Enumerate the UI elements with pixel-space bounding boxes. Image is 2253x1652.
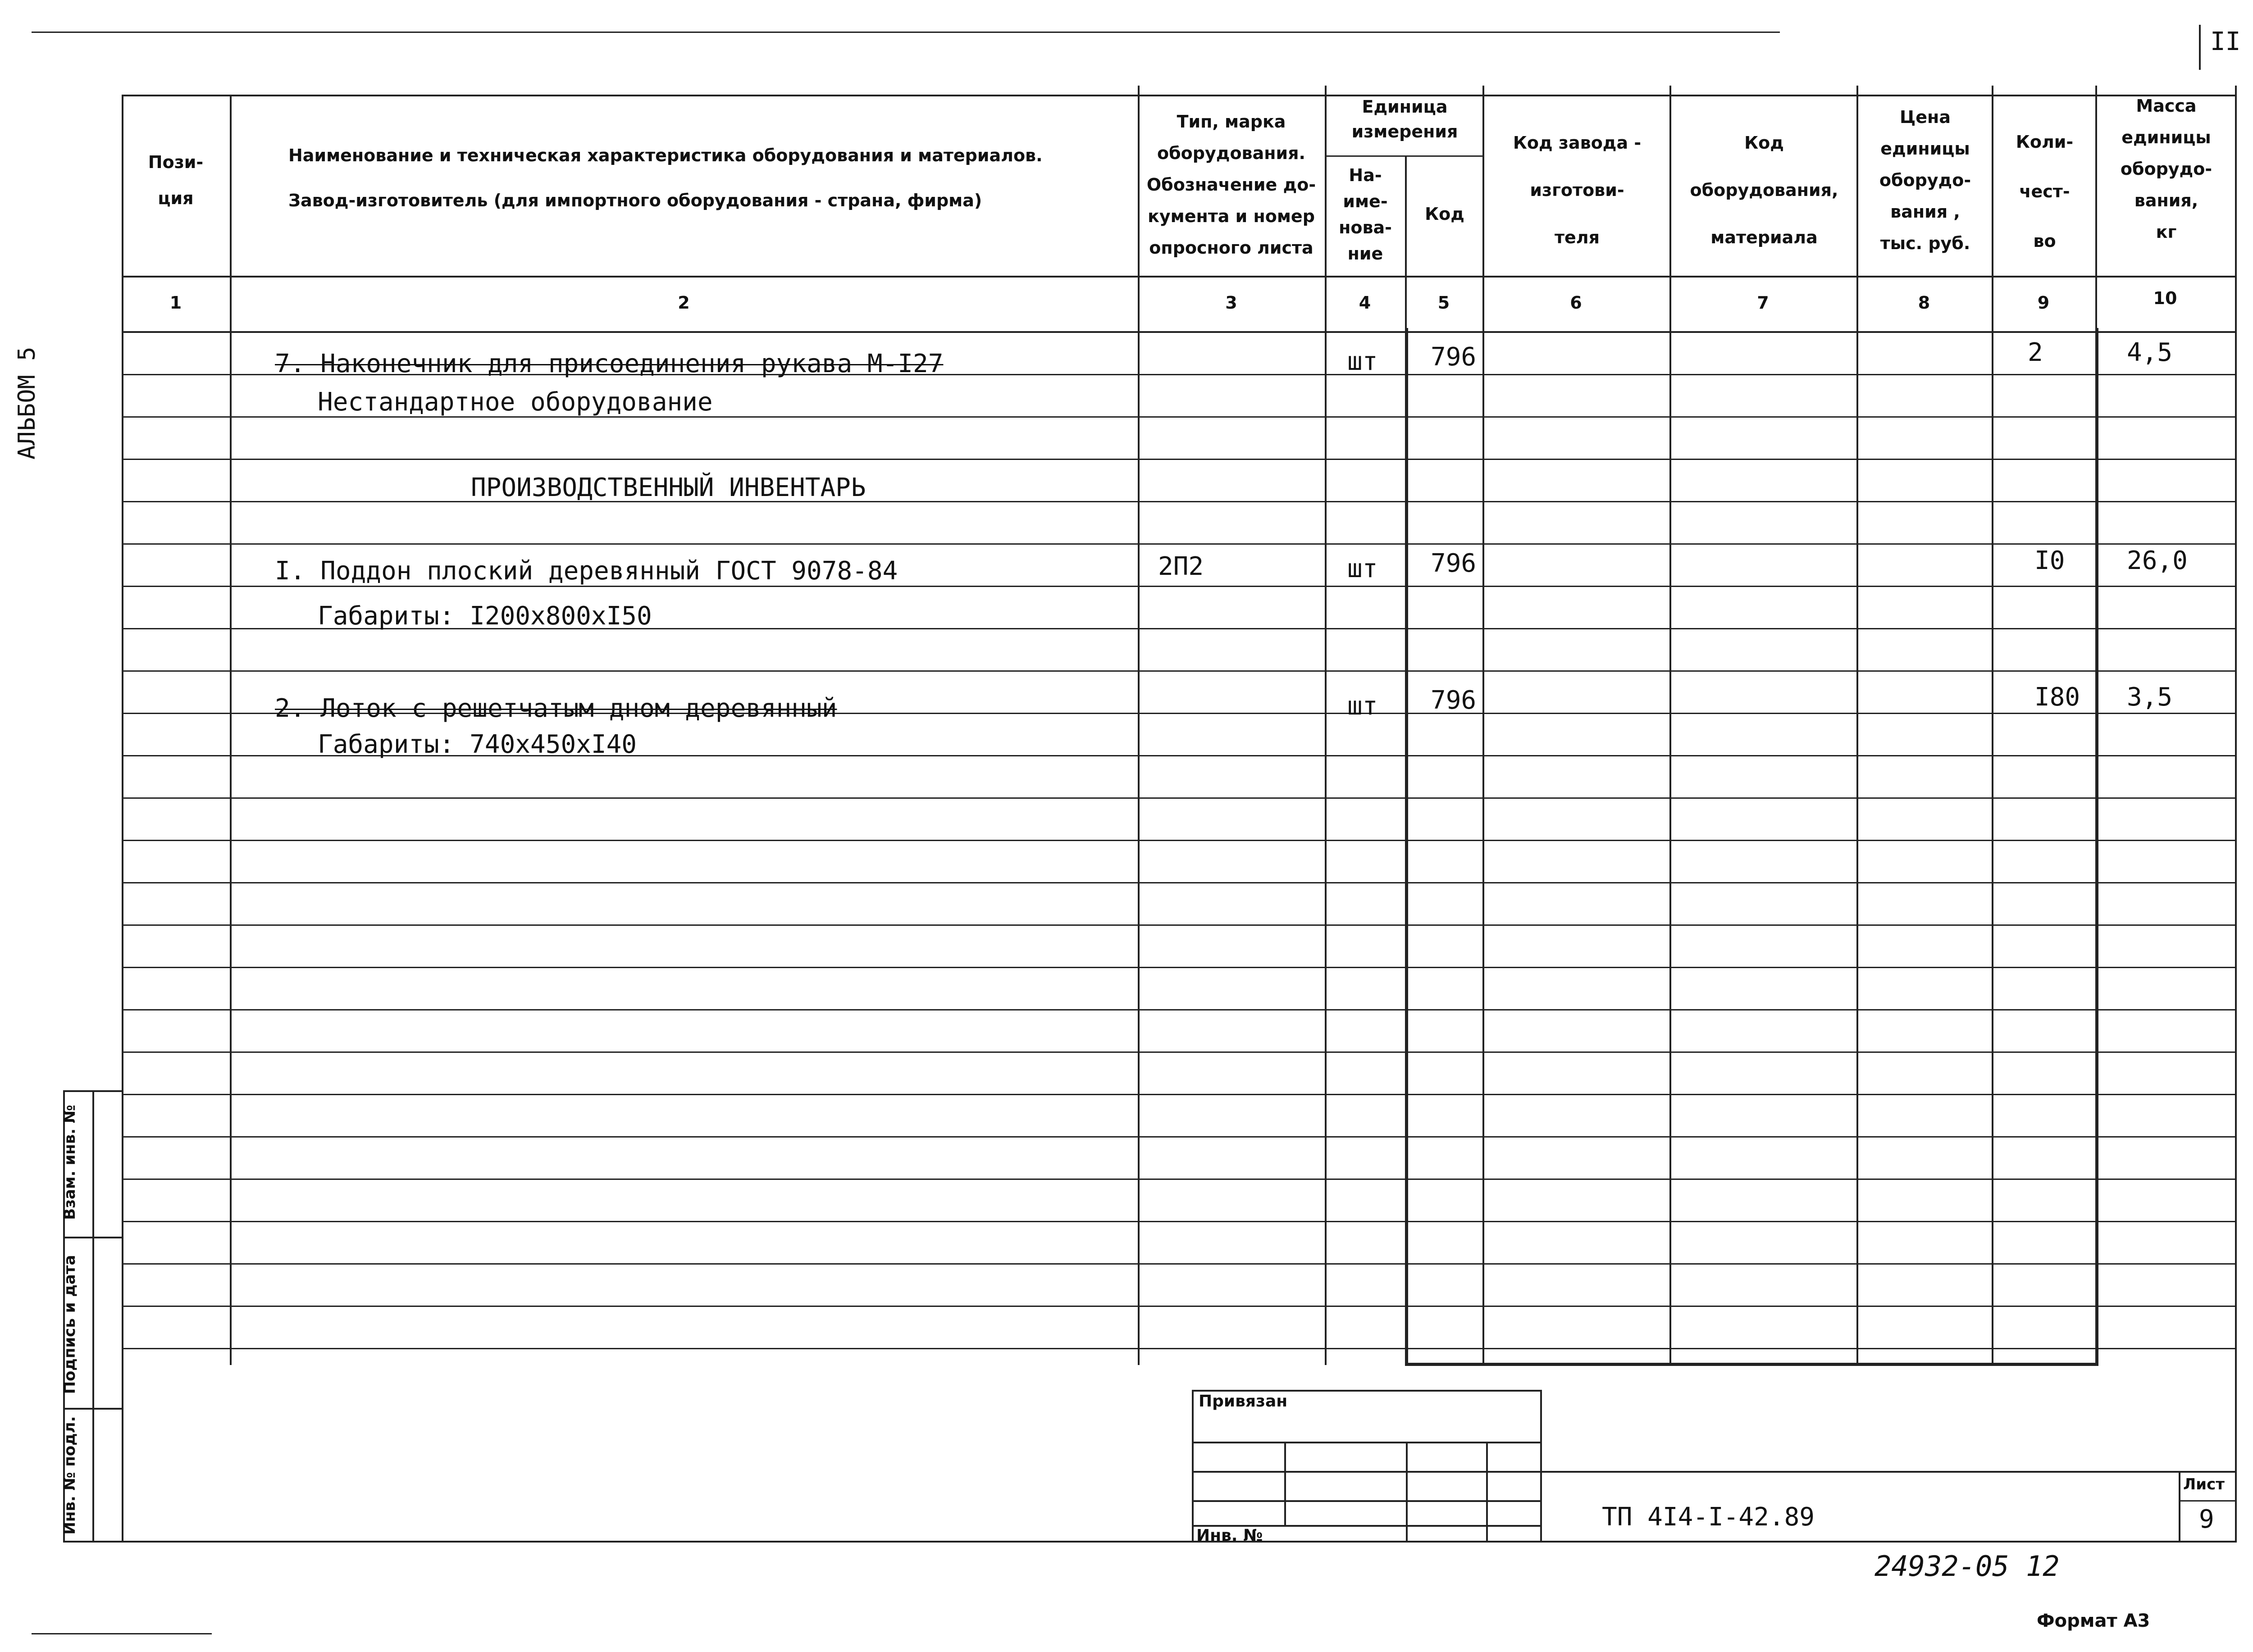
col-number-4: 4 (1359, 293, 1371, 313)
item-name: I. Поддон плоский деревянный ГОСТ 9078-84 (275, 556, 898, 586)
col-number-5: 5 (1437, 293, 1450, 313)
archive-number: 24932-05 12 (1874, 1550, 2060, 1583)
side-label-signature-date: Подпись и дата (61, 1255, 79, 1394)
side-label-replaced-inv: Взам. инв. № (61, 1105, 79, 1220)
document-code: ТП 4I4-I-42.89 (1602, 1502, 1815, 1532)
header-unit: Единица измерения (1351, 97, 1458, 141)
row-divider (122, 586, 2235, 587)
mass: 4,5 (2127, 338, 2173, 367)
inv-number-label: Инв. № (1196, 1526, 1263, 1545)
row-divider (122, 1306, 2235, 1307)
mass: 3,5 (2127, 683, 2173, 712)
album-label: АЛЬБОМ 5 (14, 346, 41, 460)
row-divider (122, 501, 2235, 502)
row-divider (122, 1051, 2235, 1053)
row-divider (122, 459, 2235, 460)
row-divider (122, 1263, 2235, 1265)
mass: 26,0 (2127, 546, 2188, 575)
sheet-label: Лист (2183, 1475, 2225, 1493)
col-number-3: 3 (1225, 293, 1237, 313)
item-dimensions: Габариты: 740x450xI40 (318, 730, 637, 759)
header-position: Пози- ция (148, 152, 204, 208)
col-number-2: 2 (678, 293, 690, 313)
col-number-7: 7 (1757, 293, 1769, 313)
header-type: Тип, марка оборудования. Обозначение до- кумента и номер опросного листа (1146, 112, 1316, 258)
unit-name: шт (1347, 554, 1378, 583)
item-dimensions: Габариты: I200x800xI50 (318, 601, 652, 631)
item-name: 2. Лоток с решетчатым дном деревянный (275, 694, 837, 723)
format-label: Формат А3 (2037, 1611, 2150, 1631)
header-name: Наименование и техническая характеристика оборудования и материалов. Завод-изготовитель (для импортного оборудования - страна, фирма) (288, 146, 1043, 210)
row-divider (122, 1179, 2235, 1180)
item-note: Нестандартное оборудование (318, 387, 713, 417)
sheet-number: 9 (2199, 1505, 2214, 1534)
corner-sheet-number: II (2210, 27, 2241, 56)
row-divider (122, 1136, 2235, 1138)
col-number-9: 9 (2037, 293, 2050, 313)
privyazan-label: Привязан (1199, 1392, 1288, 1411)
unit-name: шт (1347, 692, 1378, 721)
col-number-6: 6 (1570, 293, 1582, 313)
item-type: 2П2 (1158, 552, 1204, 581)
row-divider (122, 543, 2235, 545)
unit-code: 796 (1431, 342, 1477, 372)
row-divider (122, 1009, 2235, 1010)
header-price: Цена единицы оборудо- вания , тыс. руб. (1879, 107, 1971, 253)
header-quantity: Коли- чест- во (2016, 132, 2074, 251)
header-mass: Масса единицы оборудо- вания, кг (2120, 96, 2212, 242)
section-title: ПРОИЗВОДСТВЕННЫЙ ИНВЕНТАРЬ (471, 473, 866, 502)
row-divider (122, 924, 2235, 926)
unit-code: 796 (1431, 686, 1477, 715)
row-divider (122, 1094, 2235, 1095)
quantity: I0 (2034, 546, 2065, 575)
col-number-1: 1 (169, 293, 182, 313)
row-divider (122, 797, 2235, 799)
row-divider (122, 840, 2235, 841)
quantity: I80 (2034, 683, 2080, 712)
unit-code: 796 (1431, 549, 1477, 578)
row-divider (122, 670, 2235, 672)
col-number-8: 8 (1918, 293, 1930, 313)
quantity: 2 (2028, 338, 2043, 367)
header-unit-code: Код (1425, 204, 1464, 224)
row-divider (122, 1221, 2235, 1222)
item-name: 7. Наконечник для присоединения рукава М-I27 (275, 349, 944, 378)
header-plant-code: Код завода - изготови- теля (1513, 133, 1642, 247)
header-unit-name: На- име- нова- ние (1339, 165, 1392, 264)
col-number-10: 10 (2153, 288, 2177, 308)
row-divider (122, 882, 2235, 883)
header-equipment-code: Код оборудования, материала (1690, 133, 1838, 247)
unit-name: шт (1347, 347, 1378, 376)
row-divider (122, 1348, 2235, 1349)
row-divider (122, 967, 2235, 968)
side-label-original-inv: Инв. № подл. (61, 1416, 79, 1535)
